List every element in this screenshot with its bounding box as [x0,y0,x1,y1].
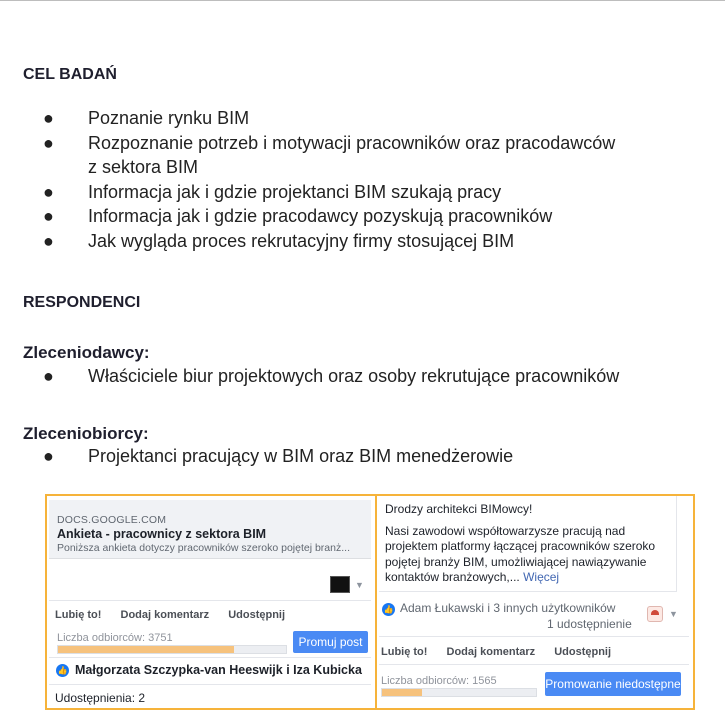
post-body-wrap [385,524,675,586]
share-button[interactable]: Udostępnij [228,609,286,621]
list-item: ● Poznanie rynku BIM [43,106,615,131]
goal-heading: CEL BADAŃ [23,66,117,83]
list-item: ● Informacja jak i gdzie projektanci BIM szukają pracy [43,180,615,205]
likes-summary[interactable]: Adam Łukawski i 3 innych użytkowników [400,601,616,615]
link-description: Poniższa ankieta dotyczy pracowników szeroko pojętej branż... [57,542,350,554]
thumbs-up-icon: 👍 [383,605,394,614]
post-actions [55,609,301,621]
divider [49,657,371,658]
bullet-icon: ● [43,446,54,466]
bullet-icon: ● [43,108,54,128]
reach-label: Liczba odbiorców: 1565 [381,675,497,687]
comment-button[interactable]: Dodaj komentarz [120,609,210,621]
left-post [45,494,377,710]
clients-heading: Zleceniodawcy: [23,343,150,362]
bullet-icon: ● [43,366,54,386]
post-greeting: Drodzy architekci BIMowcy! [385,502,533,516]
link-preview-card[interactable] [49,500,371,559]
reach-progress-bar [57,645,287,654]
list-item: ● Właściciele biur projektowych oraz osoby rekrutujące pracowników [43,364,619,389]
contractors-heading: Zleceniobiorcy: [23,424,149,443]
divider [49,684,371,685]
bullet-icon: ● [43,230,54,251]
like-button[interactable]: Lubię to! [381,646,428,658]
share-count[interactable]: 1 udostępnienie [547,617,632,631]
bullet-icon: ● [43,132,54,153]
post-body: Nasi zawodowi współtowarzysze pracują nad projektem platformy łączącej pracowników szeroko pojętej branży BIM, umożliwiającej nawiązywanie kontaktów branżowych,... [385,523,656,584]
more-link[interactable]: Więcej [523,570,560,584]
reach-label: Liczba odbiorców: 3751 [57,632,173,644]
divider [49,600,371,601]
comment-button[interactable]: Dodaj komentarz [446,646,536,658]
link-title: Ankieta - pracownicy z sektora BIM [57,527,267,541]
list-item: ● Rozpoznanie potrzeb i motywacji pracowników oraz pracodawców [43,131,615,156]
reach-progress-fill [382,689,422,696]
chevron-down-icon[interactable]: ▼ [355,580,364,590]
divider [379,664,689,665]
user-avatar[interactable] [647,606,663,622]
divider [379,636,689,637]
promote-post-button[interactable]: Promuj post [293,631,368,653]
contractors-list [43,444,513,469]
link-domain: DOCS.GOOGLE.COM [57,514,167,526]
bullet-icon: ● [43,181,54,202]
list-item-continuation: z sektora BIM [88,157,199,177]
promotion-unavailable-button[interactable]: Promowanie niedostępne [545,672,681,696]
clients-list [43,364,619,389]
post-text [385,502,675,586]
bullet-icon: ● [43,206,54,226]
list-item: ● Jak wygląda proces rekrutacyjny firmy stosującej BIM [43,229,615,254]
right-post [375,494,695,710]
reach-progress-bar [381,688,537,697]
like-button[interactable]: Lubię to! [55,609,102,621]
post-likers[interactable]: Małgorzata Szczypka-van Heeswijk i Iza Kubicka [75,663,362,677]
thumbs-up-icon: 👍 [57,666,68,675]
page-thumbnail[interactable] [330,576,350,593]
list-item: ● Projektanci pracujący w BIM oraz BIM menedżerowie [43,444,513,469]
reach-progress-fill [58,646,234,653]
facebook-posts-screenshot [45,494,695,712]
goal-list [43,106,615,253]
top-divider [0,0,725,1]
respondents-heading: RESPONDENCI [23,294,141,311]
chevron-down-icon[interactable]: ▼ [669,609,678,619]
share-button[interactable]: Udostępnij [554,646,612,658]
list-item: ● Informacja jak i gdzie pracodawcy pozyskują pracowników [43,204,615,229]
share-count[interactable]: Udostępnienia: 2 [55,691,146,705]
post-actions [381,646,627,658]
